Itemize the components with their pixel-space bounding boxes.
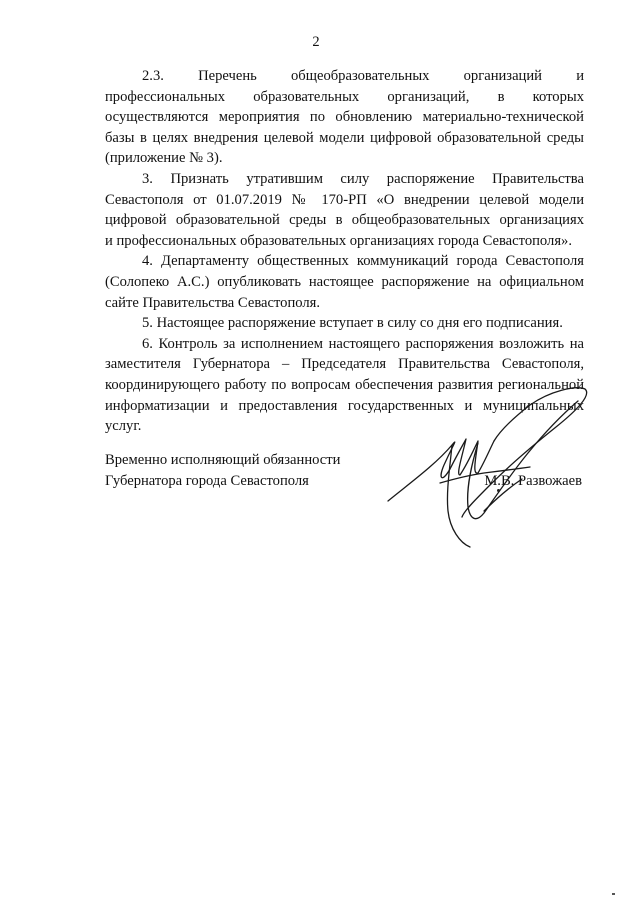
- paragraph-3: [105, 169, 584, 251]
- handwritten-signature: [380, 383, 595, 553]
- scan-edge-mark: [612, 893, 615, 895]
- paragraph-3-end: и профессиональных образовательных организациях города Севастополя».: [105, 232, 572, 249]
- signer-name: М.В. Развожаев: [484, 472, 582, 489]
- paragraph-3-main: 3. Признать утратившим силу распоряжение Правительства Севастополя от 01.07.2019 № 170-РП «О внедрении целевой модели цифровой образовательной среды в общеобразовательных организациях: [105, 170, 584, 229]
- paragraph-5: 5. Настоящее распоряжение вступает в силу со дня его подписания.: [142, 315, 563, 332]
- signer-position-line-2: Губернатора города Севастополя: [105, 472, 309, 489]
- signature-mark-dot: [497, 489, 500, 492]
- paragraph-2-3: 2.3. Перечень общеобразовательных организаций и профессиональных образовательных организаций, в которых осуществляются мероприятия по обновлению материально-технической базы в целях внедрения целевой модели цифровой образовательной среды (приложение № 3).: [105, 68, 584, 167]
- paragraph-6: 6. Контроль за исполнением настоящего распоряжения возложить на заместителя Губернатора – Председателя Правительства Севастополя, координирующего работу по вопросам обеспечения развития региональной информатизации и предоставления государственных и муниципальных услуг.: [105, 335, 584, 435]
- document-body: [105, 66, 584, 437]
- signer-position-line-1: Временно исполняющий обязанности: [105, 452, 341, 468]
- paragraph-4: 4. Департаменту общественных коммуникаций города Севастополя (Солопеко А.С.) опубликовать настоящее распоряжение на официальном сайте Правительства Севастополя.: [105, 253, 584, 311]
- page-number: 2: [312, 34, 320, 50]
